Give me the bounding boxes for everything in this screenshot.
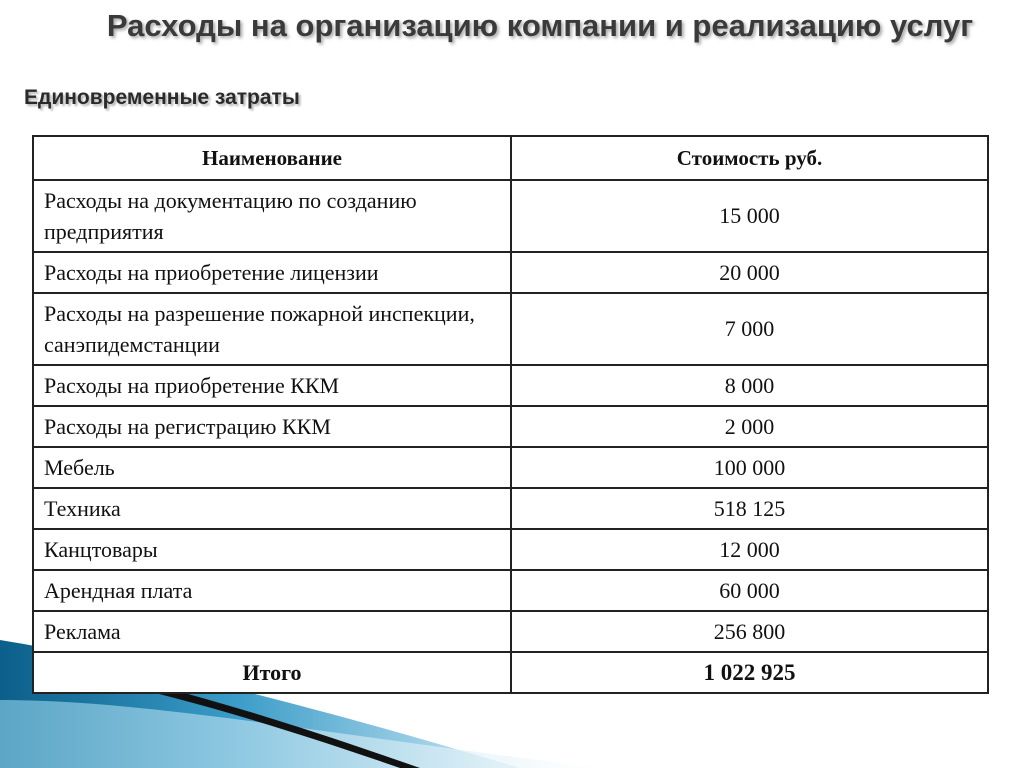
table-row <box>33 529 988 570</box>
row-name: Техника <box>33 488 511 529</box>
row-name: Арендная плата <box>33 570 511 611</box>
row-cost: 60 000 <box>511 570 988 611</box>
row-cost: 8 000 <box>511 365 988 406</box>
row-cost: 7 000 <box>511 293 988 365</box>
table-row <box>33 293 988 365</box>
row-name: Расходы на регистрацию ККМ <box>33 406 511 447</box>
row-cost: 518 125 <box>511 488 988 529</box>
slide-title: Расходы на организацию компании и реализацию услуг <box>106 8 974 43</box>
row-cost: 15 000 <box>511 180 988 252</box>
table-row <box>33 447 988 488</box>
table-row <box>33 180 988 252</box>
slide-subtitle: Единовременные затраты <box>24 86 300 109</box>
row-cost: 100 000 <box>511 447 988 488</box>
table-header-row <box>33 136 988 180</box>
table-row <box>33 488 988 529</box>
row-name: Расходы на разрешение пожарной инспекции, санэпидемстанции <box>33 293 511 365</box>
row-cost: 12 000 <box>511 529 988 570</box>
row-name: Мебель <box>33 447 511 488</box>
row-cost: 20 000 <box>511 252 988 293</box>
row-name: Реклама <box>33 611 511 652</box>
row-name: Расходы на приобретение лицензии <box>33 252 511 293</box>
table-row <box>33 406 988 447</box>
total-row <box>33 652 988 693</box>
row-cost: 2 000 <box>511 406 988 447</box>
table-row <box>33 252 988 293</box>
row-name: Канцтовары <box>33 529 511 570</box>
column-header-cost: Стоимость руб. <box>511 136 988 180</box>
costs-table <box>32 135 989 694</box>
table-row <box>33 570 988 611</box>
table-row <box>33 611 988 652</box>
table-row <box>33 365 988 406</box>
row-name: Расходы на документацию по созданию предприятия <box>33 180 511 252</box>
row-cost: 256 800 <box>511 611 988 652</box>
row-name: Расходы на приобретение ККМ <box>33 365 511 406</box>
total-cost: 1 022 925 <box>511 652 988 693</box>
total-label: Итого <box>33 652 511 693</box>
column-header-name: Наименование <box>33 136 511 180</box>
